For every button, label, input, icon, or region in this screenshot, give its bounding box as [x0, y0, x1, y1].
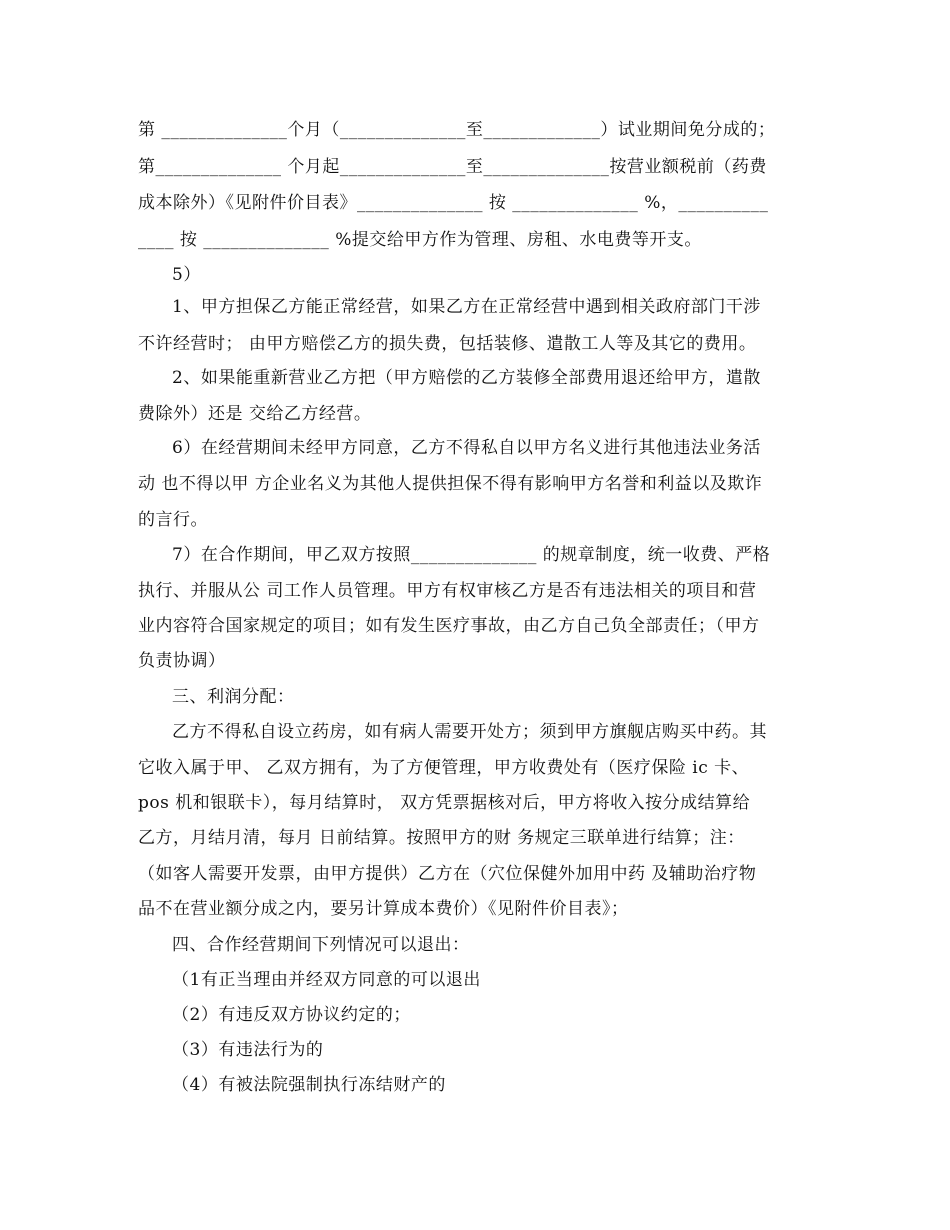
text-line: 的言行。: [138, 510, 208, 530]
text-line: 费除外）还是 交给乙方经营。: [138, 404, 372, 424]
text-line: 第______________ 个月起______________至______________按营业额税前（药费: [138, 157, 767, 177]
text-line: 5）: [172, 265, 201, 285]
text-line: 6）在经营期间未经甲方同意，乙方不得私自以甲方名义进行其他违法业务活: [172, 438, 761, 458]
text-line: （如客人需要开发票，由甲方提供）乙方在（穴位保健外加用中药 及辅助治疗物: [138, 864, 757, 884]
text-line: 乙方，月结月清，每月 日前结算。按照甲方的财 务规定三联单进行结算；注：: [138, 828, 745, 848]
text-line: 成本除外）《见附件价目表》______________ 按 ______________ %，__________: [138, 193, 769, 213]
text-line: 1、甲方担保乙方能正常经营，如果乙方在正常经营中遇到相关政府部门干涉: [172, 297, 761, 317]
text-line: 不许经营时； 由甲方赔偿乙方的损失费，包括装修、遣散工人等及其它的费用。: [138, 334, 757, 354]
text-line: 业内容符合国家规定的项目；如有发生医疗事故，由乙方自己负全部责任；（甲方: [138, 616, 760, 636]
list-item: （4）有被法院强制执行冻结财产的: [172, 1075, 446, 1095]
text-line: ____ 按 ______________ %提交给甲方作为管理、房租、水电费等开支。: [138, 230, 702, 250]
text-line: 品不在营业额分成之内，要另计算成本费价）《见附件价目表》；: [138, 899, 629, 919]
text-line: 第 ______________个月（______________至_____________）试业期间免分成的；: [138, 120, 776, 140]
text-line: 它收入属于甲、 乙双方拥有，为了方便管理，甲方收费处有（医疗保险 ic 卡、: [138, 758, 750, 778]
text-line: 执行、并服从公 司工作人员管理。甲方有权审核乙方是否有违法相关的项目和营: [138, 581, 757, 601]
section-heading: 四、合作经营期间下列情况可以退出：: [172, 935, 470, 955]
list-item: （3）有违法行为的: [172, 1040, 324, 1060]
text-line: 2、如果能重新营业乙方把（甲方赔偿的乙方装修全部费用退还给甲方，遣散: [172, 368, 761, 388]
text-line: 负责协调）: [138, 651, 226, 671]
text-line: 乙方不得私自设立药房，如有病人需要开处方；须到甲方旗舰店购买中药。其: [172, 722, 767, 742]
list-item: （1有正当理由并经双方同意的可以退出: [172, 970, 481, 990]
text-line: pos 机和银联卡），每月结算时， 双方凭票据核对后，甲方将收入按分成结算给: [138, 793, 751, 813]
text-line: 动 也不得以甲 方企业名义为其他人提供担保不得有影响甲方名誉和利益以及欺诈: [138, 474, 763, 494]
list-item: （2）有违反双方协议约定的；: [172, 1005, 411, 1025]
section-heading: 三、利润分配：: [172, 687, 295, 707]
text-line: 7）在合作期间，甲乙双方按照______________ 的规章制度，统一收费、严格: [172, 545, 771, 565]
